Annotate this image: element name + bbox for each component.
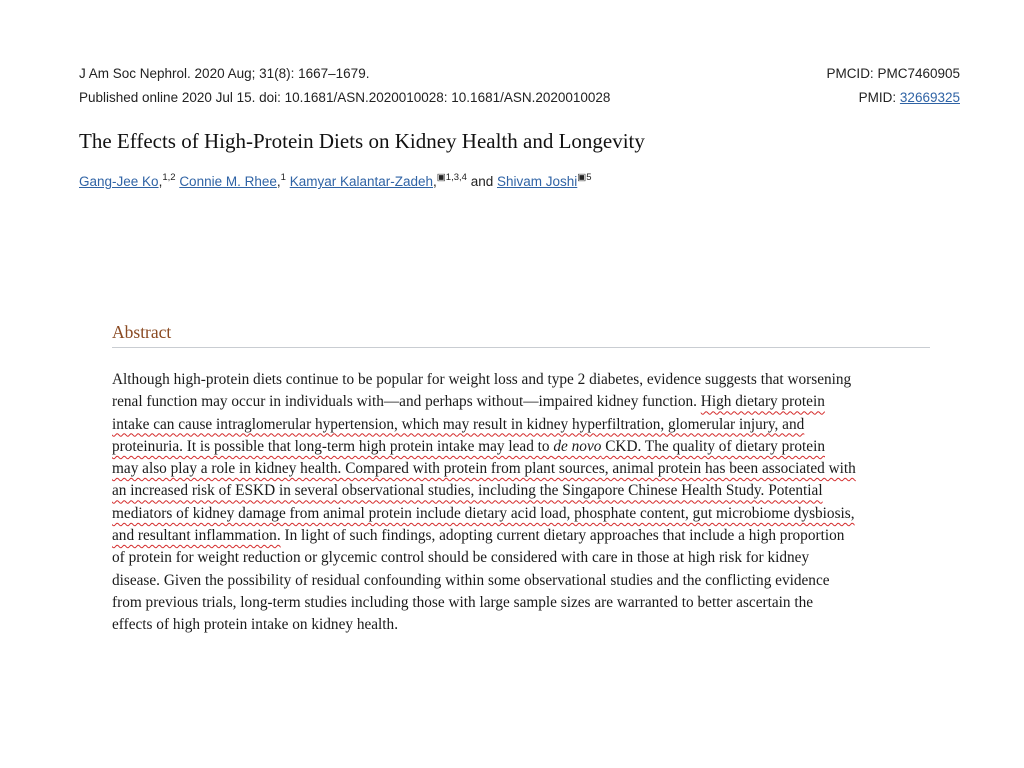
pmid-link[interactable]: 32669325: [899, 90, 960, 105]
pmid-label: PMID:: [858, 90, 900, 105]
author-affiliation-ko: 1,2: [162, 172, 176, 183]
abstract-line-text: effects of high protein intake on kidney health.: [112, 616, 399, 634]
abstract-line: [112, 547, 932, 569]
abstract-line-text: renal function may occur in individuals with—and perhaps without—impaired kidney function.: [112, 393, 701, 411]
author-link-kalantar-zadeh[interactable]: Kamyar Kalantar-Zadeh: [289, 174, 434, 189]
abstract-line: [112, 592, 932, 614]
highlighted-text: an increased risk of ESKD in several observational studies, including the Singapore Chinese Health Study. Potential: [112, 482, 823, 500]
abstract-text: [112, 369, 932, 637]
author-link-joshi[interactable]: Shivam Joshi: [496, 174, 578, 189]
highlighted-text: proteinuria. It is possible that long-term high protein intake may lead to de novo CKD. The quality of dietary protein: [112, 437, 825, 455]
abstract-line: [112, 525, 932, 547]
email-icon[interactable]: ▣: [436, 172, 446, 183]
author-affiliation-joshi: ▣5: [577, 172, 592, 183]
highlighted-text: and resultant inflammation.: [112, 527, 281, 545]
identifier-block: [826, 62, 960, 110]
journal-citation: J Am Soc Nephrol. 2020 Aug; 31(8): 1667–1679.: [79, 66, 370, 81]
author-separator: ,: [276, 174, 281, 189]
pmid-line: [826, 86, 960, 110]
abstract-line: [112, 503, 932, 525]
author-affiliation-kalantar-zadeh: ▣1,3,4: [436, 172, 467, 183]
author-separator: ,: [433, 174, 437, 189]
abstract-heading: Abstract: [112, 322, 172, 342]
abstract-line: [112, 436, 932, 458]
abstract-line-text: from previous trials, long-term studies including those with large sample sizes are warranted to better ascertain the: [112, 593, 814, 611]
abstract-line: [112, 570, 932, 592]
abstract-line: [112, 391, 932, 413]
abstract-line-text: In light of such findings, adopting current dietary approaches that include a high proportion: [280, 527, 845, 545]
abstract-line: [112, 369, 932, 391]
abstract-line: [112, 614, 932, 636]
citation-block: [79, 62, 610, 110]
article-title: The Effects of High-Protein Diets on Kidney Health and Longevity: [79, 129, 645, 153]
author-and: and: [470, 174, 494, 189]
abstract-line-text: disease. Given the possibility of residual confounding within some observational studies and the conflicting evidence: [112, 571, 830, 589]
published-doi-line: Published online 2020 Jul 15. doi: 10.1681/ASN.2020010028: 10.1681/ASN.2020010028: [79, 90, 611, 105]
abstract-line: [112, 414, 932, 436]
abstract-line: [112, 458, 932, 480]
email-icon[interactable]: ▣: [577, 172, 587, 183]
author-list: [79, 172, 592, 189]
highlighted-text: mediators of kidney damage from animal protein include dietary acid load, phosphate content, gut microbiome dysbiosis,: [112, 504, 855, 522]
highlighted-text: High dietary protein: [700, 393, 825, 411]
author-link-rhee[interactable]: Connie M. Rhee: [179, 174, 277, 189]
author-separator: ,: [158, 174, 163, 189]
author-link-ko[interactable]: Gang-Jee Ko: [79, 174, 159, 189]
pmcid: PMCID: PMC7460905: [826, 66, 960, 81]
highlighted-text: intake can cause intraglomerular hypertension, which may result in kidney hyperfiltration, glomerular injury, and: [112, 415, 805, 433]
abstract-line: [112, 480, 932, 502]
author-affiliation-rhee: 1: [280, 172, 286, 183]
abstract-line-text: of protein for weight reduction or glycemic control should be considered with care in those at high risk for kidney: [112, 549, 810, 567]
highlighted-text: may also play a role in kidney health. Compared with protein from plant sources, animal protein has been associated with: [112, 460, 856, 478]
abstract-divider: [112, 347, 930, 348]
abstract-line-text: Although high-protein diets continue to be popular for weight loss and type 2 diabetes, evidence suggests that worsening: [112, 371, 852, 388]
